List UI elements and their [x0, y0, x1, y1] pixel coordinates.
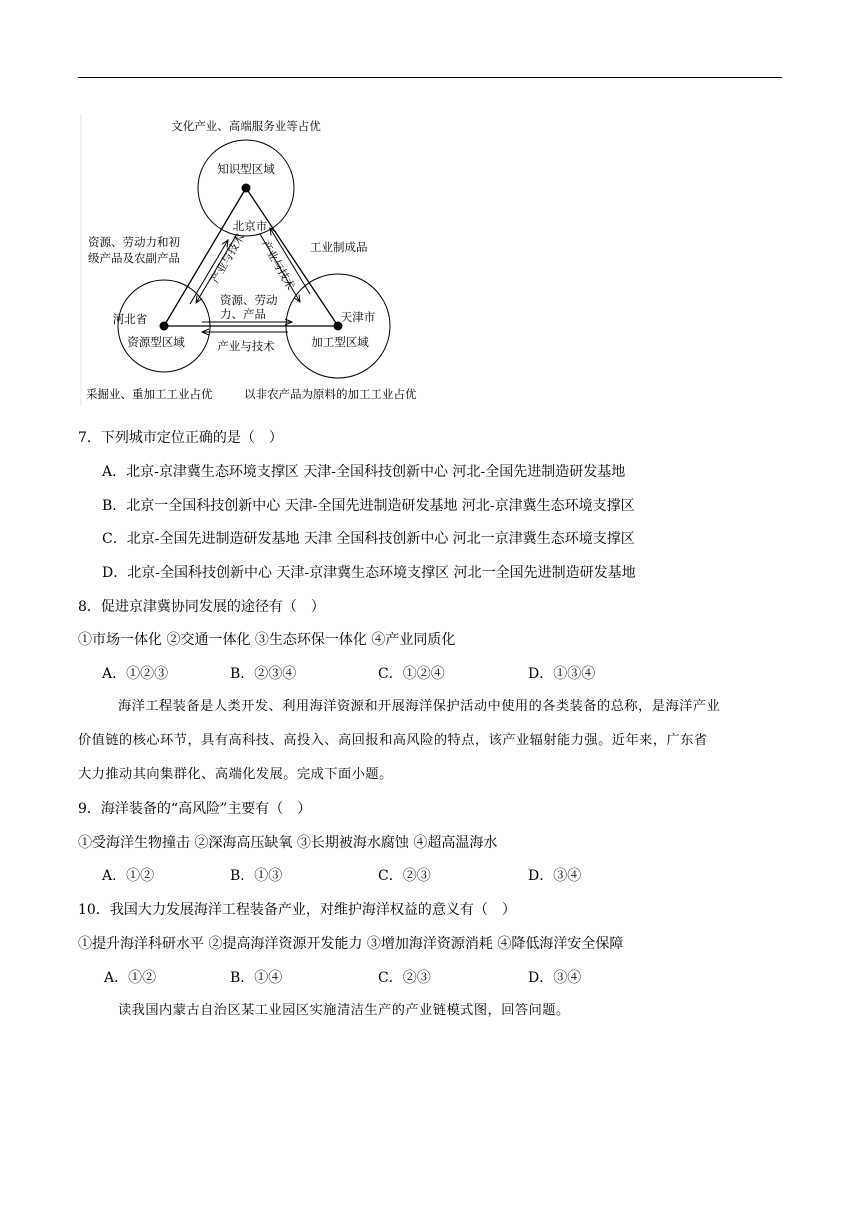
hebei-dot — [160, 322, 169, 331]
beijing-dot — [242, 184, 251, 193]
passage — [78, 690, 784, 792]
q8-option-c[interactable]: C．①②④ — [378, 666, 445, 682]
left-flow-line1: 资源、劳动力和初 — [88, 235, 180, 249]
bottom-right-note: 以非农产品为原料的加工工业占优 — [244, 387, 417, 401]
passage-line-1: 海洋工程装备是人类开发、利用海洋资源和开展海洋保护活动中使用的各类装备的总称，是海洋产业 — [118, 699, 721, 714]
q8-option-d[interactable]: D．①③④ — [528, 666, 596, 682]
q9-option-d[interactable]: D．③④ — [528, 868, 582, 884]
passage-line-3: 大力推动其向集群化、高端化发展。完成下面小题。 — [78, 767, 393, 782]
header-rule — [78, 77, 782, 78]
q10-stem: 10．我国大力发展海洋工程装备产业，对维护海洋权益的意义有（ ） — [78, 902, 516, 918]
edge-left-label: 产业与技术 — [208, 231, 248, 286]
q10-option-d[interactable]: D．③④ — [528, 970, 582, 986]
q9-stem: 9．海洋装备的“高风险”主要有（ ） — [78, 801, 312, 817]
beijing-label: 北京市 — [232, 219, 268, 233]
right-flow-label: 工业制成品 — [310, 240, 368, 254]
q7-option-c[interactable]: C．北京-全国先进制造研发基地 天津 全国科技创新中心 河北一京津冀生态环境支撑区 — [102, 531, 635, 547]
resource-region-label: 资源型区域 — [127, 335, 185, 349]
edge-right-label: 产业与技术 — [258, 238, 298, 293]
q10-option-c[interactable]: C．②③ — [378, 970, 431, 986]
regional-diagram — [78, 110, 438, 410]
tianjin-label: 天津市 — [340, 310, 376, 324]
q10-option-b[interactable]: B．①④ — [230, 970, 283, 986]
knowledge-region-label: 知识型区域 — [217, 162, 275, 176]
q7-option-d[interactable]: D．北京-全国科技创新中心 天津-京津冀生态环境支撑区 河北一全国先进制造研发基地 — [102, 565, 636, 581]
q7-option-b[interactable]: B．北京一全国科技创新中心 天津-全国先进制造研发基地 河北-京津冀生态环境支撑区 — [102, 498, 635, 514]
q10-option-a[interactable]: A．①② — [104, 970, 157, 986]
closing-text: 读我国内蒙古自治区某工业园区实施清洁生产的产业链模式图，回答问题。 — [118, 1003, 570, 1018]
q8-items: ①市场一体化 ②交通一体化 ③生态环保一体化 ④产业同质化 — [78, 632, 456, 648]
q8-option-b[interactable]: B．②③④ — [230, 666, 297, 682]
top-note: 文化产业、高端服务业等占优 — [171, 119, 321, 133]
q7-stem: 7．下列城市定位正确的是（ ） — [78, 430, 283, 446]
q8-stem: 8．促进京津冀协同发展的途径有（ ） — [78, 599, 325, 615]
center-flow-line2: 力、产品 — [220, 307, 266, 321]
q9-option-b[interactable]: B．①③ — [230, 868, 283, 884]
bottom-flow-label: 产业与技术 — [217, 339, 275, 353]
q8-option-a[interactable]: A．①②③ — [102, 666, 169, 682]
passage-line-2: 价值链的核心环节，具有高科技、高投入、高回报和高风险的特点，该产业辐射能力强。近年来，广东省 — [78, 733, 708, 748]
q9-option-c[interactable]: C．②③ — [378, 868, 431, 884]
left-flow-line2: 级产品及农副产品 — [88, 251, 180, 265]
center-flow-line1: 资源、劳动 — [220, 293, 278, 307]
q7-option-a[interactable]: A．北京-京津冀生态环境支撑区 天津-全国科技创新中心 河北-全国先进制造研发基地 — [102, 464, 626, 480]
q9-option-a[interactable]: A．①② — [102, 868, 155, 884]
hebei-label: 河北省 — [112, 312, 148, 326]
processing-region-label: 加工型区域 — [311, 335, 369, 349]
bottom-left-note: 采掘业、重加工工业占优 — [86, 387, 213, 401]
q10-items: ①提升海洋科研水平 ②提高海洋资源开发能力 ③增加海洋资源消耗 ④降低海洋安全保障 — [78, 936, 624, 952]
q9-items: ①受海洋生物撞击 ②深海高压缺氧 ③长期被海水腐蚀 ④超高温海水 — [78, 835, 498, 851]
